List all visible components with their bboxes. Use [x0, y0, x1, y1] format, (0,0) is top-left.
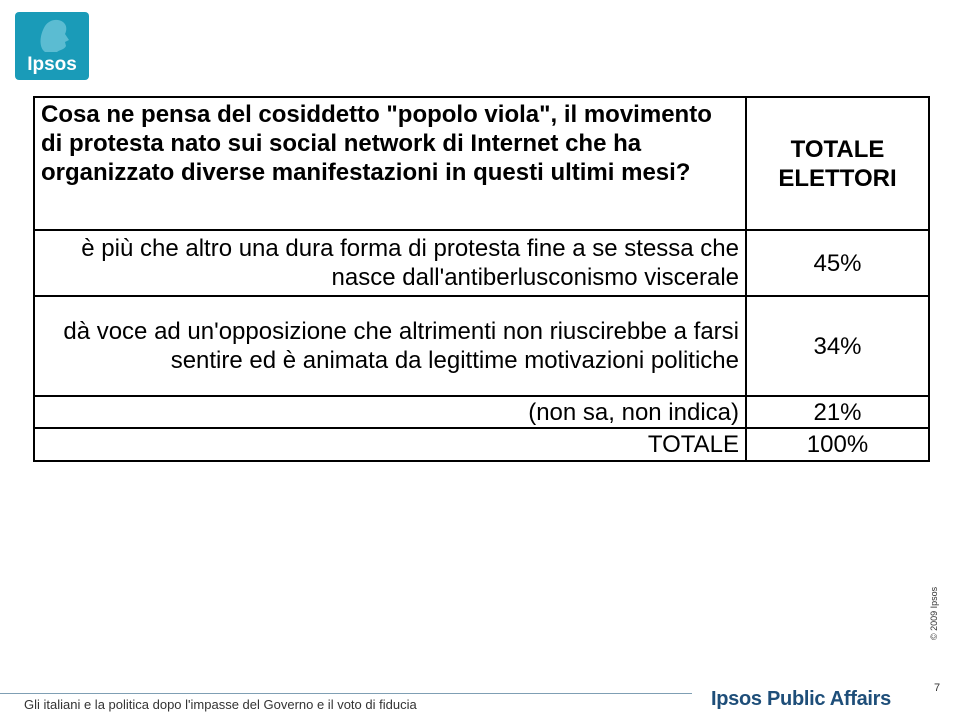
ipsos-logo — [15, 12, 89, 80]
row-label: è più che altro una dura forma di protesta fine a se stessa che nasce dall'antiberlusconismo viscerale — [34, 230, 746, 296]
row-value: 45% — [746, 230, 929, 296]
row-label: dà voce ad un'opposizione che altrimenti non riuscirebbe a farsi sentire ed è animata da legittime motivazioni politiche — [34, 296, 746, 396]
footer-text: Gli italiani e la politica dopo l'impasse del Governo e il voto di fiducia — [24, 697, 417, 712]
table-row — [34, 396, 929, 428]
row-label: (non sa, non indica) — [34, 396, 746, 428]
row-value: 34% — [746, 296, 929, 396]
table-row — [34, 230, 929, 296]
page-number: 7 — [934, 682, 941, 694]
footer-divider — [0, 693, 692, 694]
survey-table — [33, 96, 930, 462]
brand-name: Ipsos Public Affairs — [711, 688, 891, 710]
logo-text: Ipsos — [27, 54, 77, 75]
table-row — [34, 296, 929, 396]
row-value: 100% — [746, 428, 929, 461]
question-cell: Cosa ne pensa del cosiddetto "popolo viola", il movimento di protesta nato sui social network di Internet che ha organizzato diverse manifestazioni in questi ultimi mesi? — [34, 97, 746, 230]
total-row — [34, 428, 929, 461]
table-header-row — [34, 97, 929, 230]
column-header: TOTALE ELETTORI — [746, 97, 929, 230]
row-label: TOTALE — [34, 428, 746, 461]
copyright-notice: © 2009 Ipsos — [929, 586, 939, 640]
row-value: 21% — [746, 396, 929, 428]
